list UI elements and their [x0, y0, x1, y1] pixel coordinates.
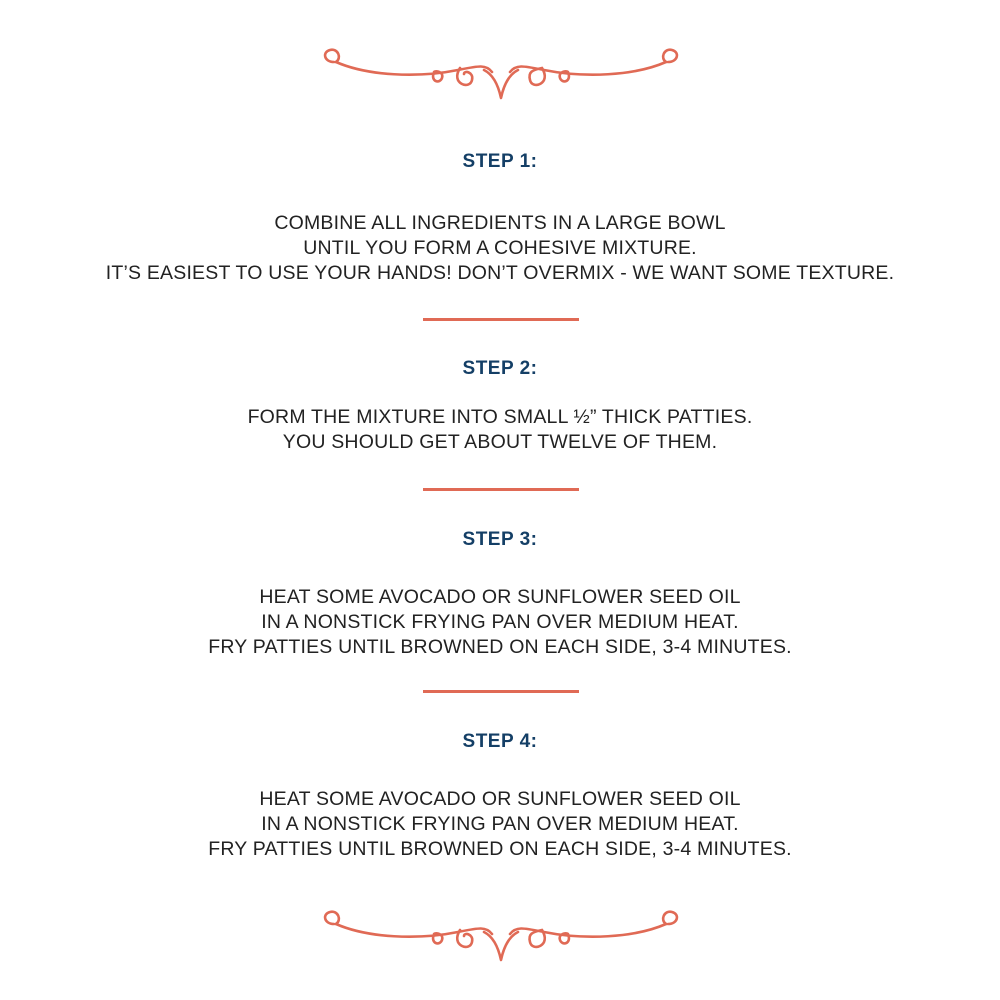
divider-1	[423, 318, 579, 321]
step-3-line-3: FRY PATTIES UNTIL BROWNED ON EACH SIDE, 3-4 MINUTES.	[208, 636, 792, 658]
step-1-line-2: UNTIL YOU FORM A COHESIVE MIXTURE.	[303, 237, 697, 259]
scroll-flourish-icon	[318, 906, 684, 962]
step-3-line-1: HEAT SOME AVOCADO OR SUNFLOWER SEED OIL	[259, 586, 741, 608]
step-4-instructions	[0, 787, 1000, 862]
step-3-heading: STEP 3:	[462, 529, 538, 550]
step-2-instructions	[0, 405, 1000, 455]
step-2-heading: STEP 2:	[462, 358, 538, 379]
divider-2	[423, 488, 579, 491]
step-4-line-1: HEAT SOME AVOCADO OR SUNFLOWER SEED OIL	[259, 788, 741, 810]
bottom-flourish-ornament	[318, 906, 684, 962]
step-1-instructions	[0, 211, 1000, 286]
step-1-heading: STEP 1:	[462, 151, 538, 172]
step-1-line-1: COMBINE ALL INGREDIENTS IN A LARGE BOWL	[274, 212, 726, 234]
scroll-flourish-icon	[318, 44, 684, 100]
step-2-line-1: FORM THE MIXTURE INTO SMALL ½” THICK PATTIES.	[247, 406, 753, 428]
step-3-line-2: IN A NONSTICK FRYING PAN OVER MEDIUM HEAT.	[261, 611, 739, 633]
divider-3	[423, 690, 579, 693]
step-1-line-3: IT’S EASIEST TO USE YOUR HANDS! DON’T OVERMIX - WE WANT SOME TEXTURE.	[105, 262, 895, 284]
step-4-line-3: FRY PATTIES UNTIL BROWNED ON EACH SIDE, 3-4 MINUTES.	[208, 838, 792, 860]
step-3-instructions	[0, 585, 1000, 660]
top-flourish-ornament	[318, 44, 684, 100]
step-4-line-2: IN A NONSTICK FRYING PAN OVER MEDIUM HEAT.	[261, 813, 739, 835]
step-4-heading: STEP 4:	[462, 731, 538, 752]
step-2-line-2: YOU SHOULD GET ABOUT TWELVE OF THEM.	[282, 431, 718, 453]
